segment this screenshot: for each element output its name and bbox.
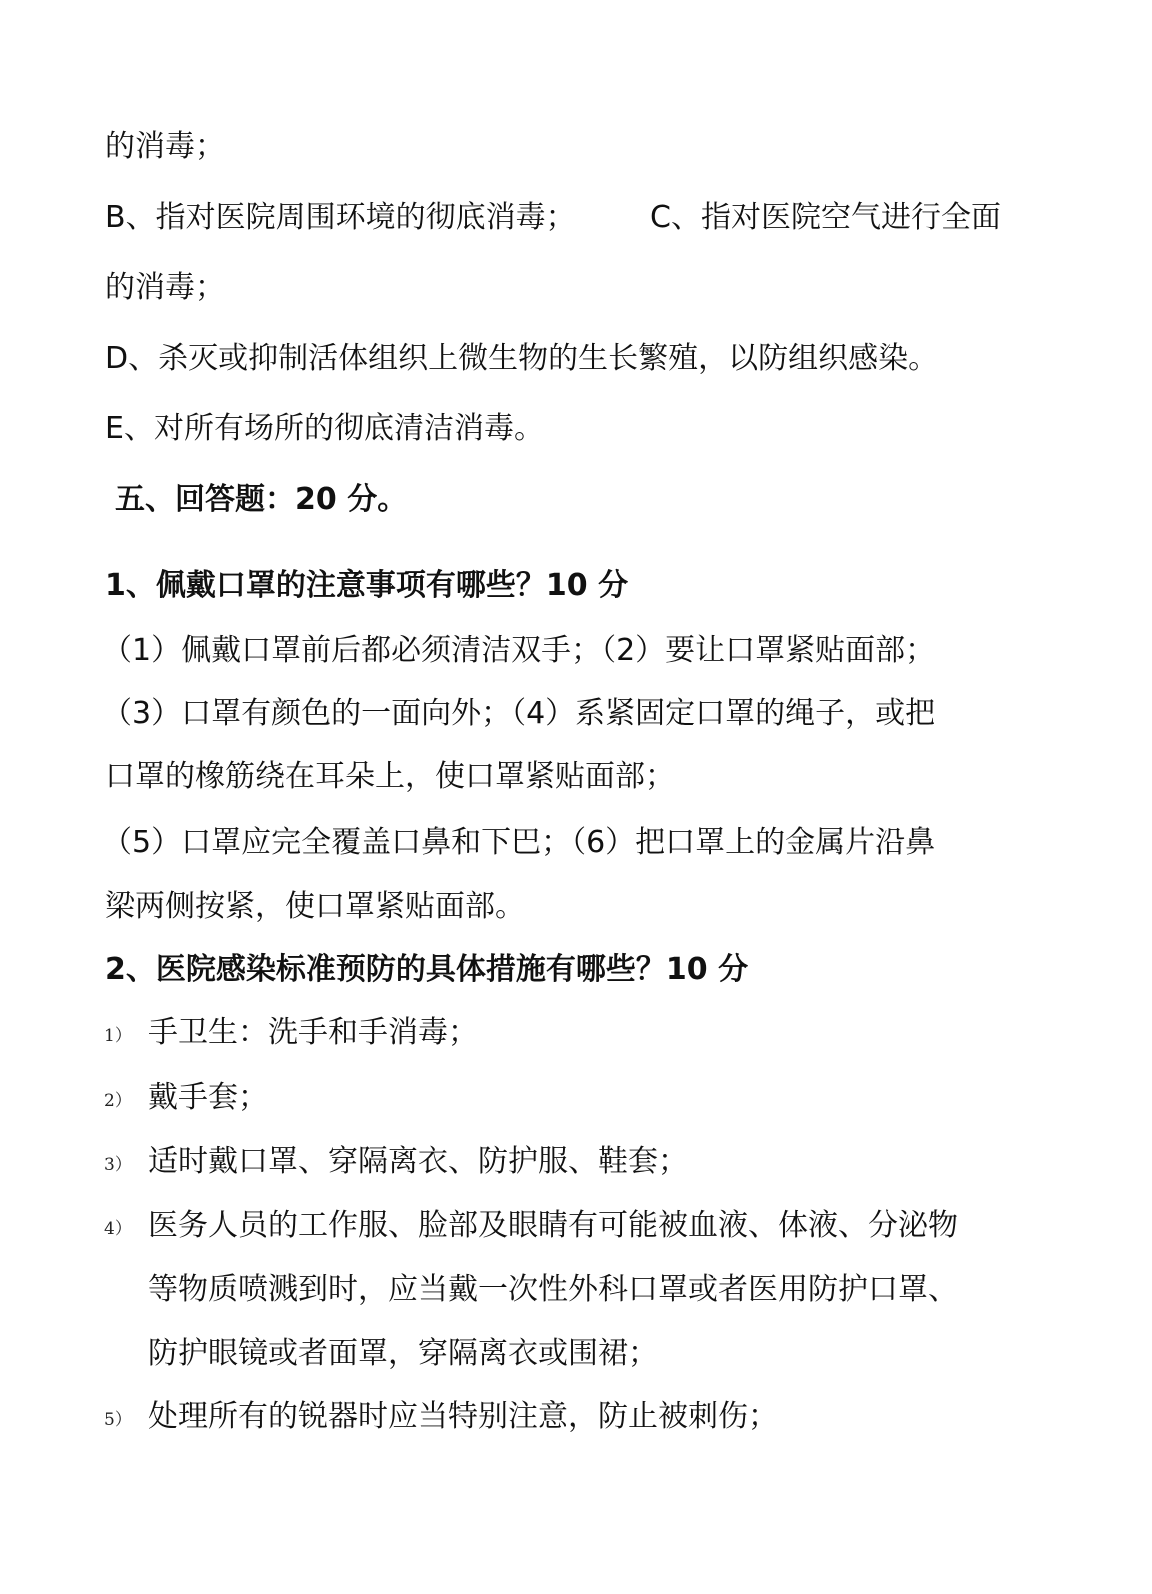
option-b: B、指对医院周围环境的彻底消毒； [105, 200, 576, 235]
list-marker: 4） [104, 1219, 132, 1239]
list-item-text: 手卫生：洗手和手消毒； [148, 1015, 478, 1050]
list-marker: 2） [104, 1091, 132, 1111]
question-1-line: （3）口罩有颜色的一面向外；（4）系紧固定口罩的绳子，或把 [102, 696, 936, 731]
list-item-text: 处理所有的锐器时应当特别注意，防止被刺伤； [148, 1399, 778, 1434]
list-marker: 3） [104, 1155, 132, 1175]
question-2-title: 2、医院感染标准预防的具体措施有哪些？10 分 [105, 952, 749, 987]
list-item-text: 等物质喷溅到时，应当戴一次性外科口罩或者医用防护口罩、 [148, 1272, 958, 1307]
option-e: E、对所有场所的彻底清洁消毒。 [105, 411, 544, 446]
list-item-text: 戴手套； [148, 1080, 268, 1115]
question-1-title: 1、佩戴口罩的注意事项有哪些？10 分 [105, 568, 629, 603]
list-item-text: 适时戴口罩、穿隔离衣、防护服、鞋套； [148, 1144, 688, 1179]
question-1-line: （1）佩戴口罩前后都必须清洁双手；（2）要让口罩紧贴面部； [102, 633, 936, 668]
list-marker: 1） [104, 1026, 132, 1046]
option-a-continued: 的消毒； [105, 129, 225, 164]
list-marker: 5） [104, 1410, 132, 1430]
question-1-line: 梁两侧按紧，使口罩紧贴面部。 [105, 889, 525, 924]
option-d: D、杀灭或抑制活体组织上微生物的生长繁殖，以防组织感染。 [105, 341, 939, 376]
list-item-text: 医务人员的工作服、脸部及眼睛有可能被血液、体液、分泌物 [148, 1208, 958, 1243]
question-1-line: 口罩的橡筋绕在耳朵上，使口罩紧贴面部； [105, 759, 675, 794]
option-c: C、指对医院空气进行全面 [650, 200, 1001, 235]
list-item-text: 防护眼镜或者面罩，穿隔离衣或围裙； [148, 1336, 658, 1371]
option-c-continued: 的消毒； [105, 270, 225, 305]
section-heading: 五、回答题：20 分。 [115, 482, 408, 517]
question-1-line: （5）口罩应完全覆盖口鼻和下巴；（6）把口罩上的金属片沿鼻 [102, 825, 936, 860]
